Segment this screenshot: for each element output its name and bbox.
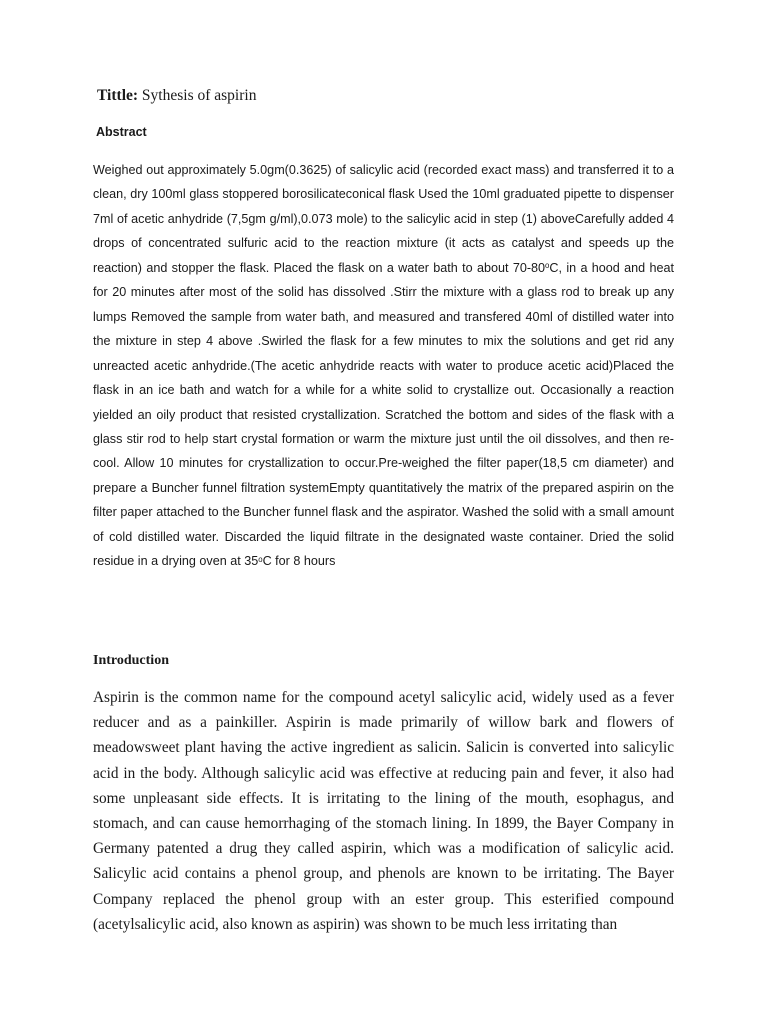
degree-symbol: o xyxy=(258,554,263,564)
document-title xyxy=(97,86,256,106)
abstract-text-part-2: C, in a hood and heat for 20 minutes after most of the solid has dissolved .Stirr the mixture with a glass rod to break up any lumps Removed the sample from water bath, and measured and transfered 40ml of distilled water into the mixture in step 4 above .Swirled the flask for a few minutes to mix the solutions and get rid any unreacted acetic anhydride.(The acetic anhydride reacts with water to produce acetic acid)Placed the flask in an ice bath and watch for a while for a white solid to crystallize out. Occasionally a reaction yielded an oily product that resisted crystallization. Scratched the bottom and sides of the flask with a glass stir rod to help start crystal formation or warm the mixture just until the oil dissolves, and then re-cool. Allow 10 minutes for crystallization to occur.Pre-weighed the filter paper(18,5 cm diameter) and prepare a Buncher funnel filtration systemEmpty quantitatively the matrix of the prepared aspirin on the filter paper attached to the Buncher funnel flask and the aspirator. Washed the solid with a small amount of cold distilled water. Discarded the liquid filtrate in the designated waste container. Dried the solid residue in a drying oven at 35 xyxy=(93,260,674,569)
introduction-paragraph: Aspirin is the common name for the compound acetyl salicylic acid, widely used as a fever reducer and as a painkiller. Aspirin is made primarily of willow bark and flowers of meadowsweet plant having the active ingredient as salicin. Salicin is converted into salicylic acid in the body. Although salicylic acid was effective at reducing pain and fever, it also had some unpleasant side effects. It is irritating to the lining of the mouth, esophagus, and stomach, and can cause hemorrhaging of the stomach lining. In 1899, the Bayer Company in Germany patented a drug they called aspirin, which was a modification of salicylic acid. Salicylic acid contains a phenol group, and phenols are known to be irritating. The Bayer Company replaced the phenol group with an ester group. This esterified compound (acetylsalicylic acid, also known as aspirin) was shown to be much less irritating than xyxy=(93,689,674,933)
abstract-heading: Abstract xyxy=(96,125,147,139)
abstract-text-part-1: Weighed out approximately 5.0gm(0.3625) of salicylic acid (recorded exact mass) and transferred it to a clean, dry 100ml glass stoppered borosilicateconical flask Used the 10ml graduated pipette to dispenser 7ml of acetic anhydride (7,5gm g/ml),0.073 mole) to the salicylic acid in step (1) aboveCarefully added 4 drops of concentrated sulfuric acid to the reaction mixture (it acts as catalyst and speeds up the reaction) and stopper the flask. Placed the flask on a water bath to about 70-80 xyxy=(93,163,674,275)
abstract-text-part-3: C for 8 hours xyxy=(262,554,336,569)
degree-symbol: o xyxy=(545,261,550,271)
abstract-paragraph xyxy=(93,158,674,574)
introduction-heading: Introduction xyxy=(93,653,169,668)
title-label: Tittle: xyxy=(97,87,139,104)
title-text: Sythesis of aspirin xyxy=(138,87,257,104)
